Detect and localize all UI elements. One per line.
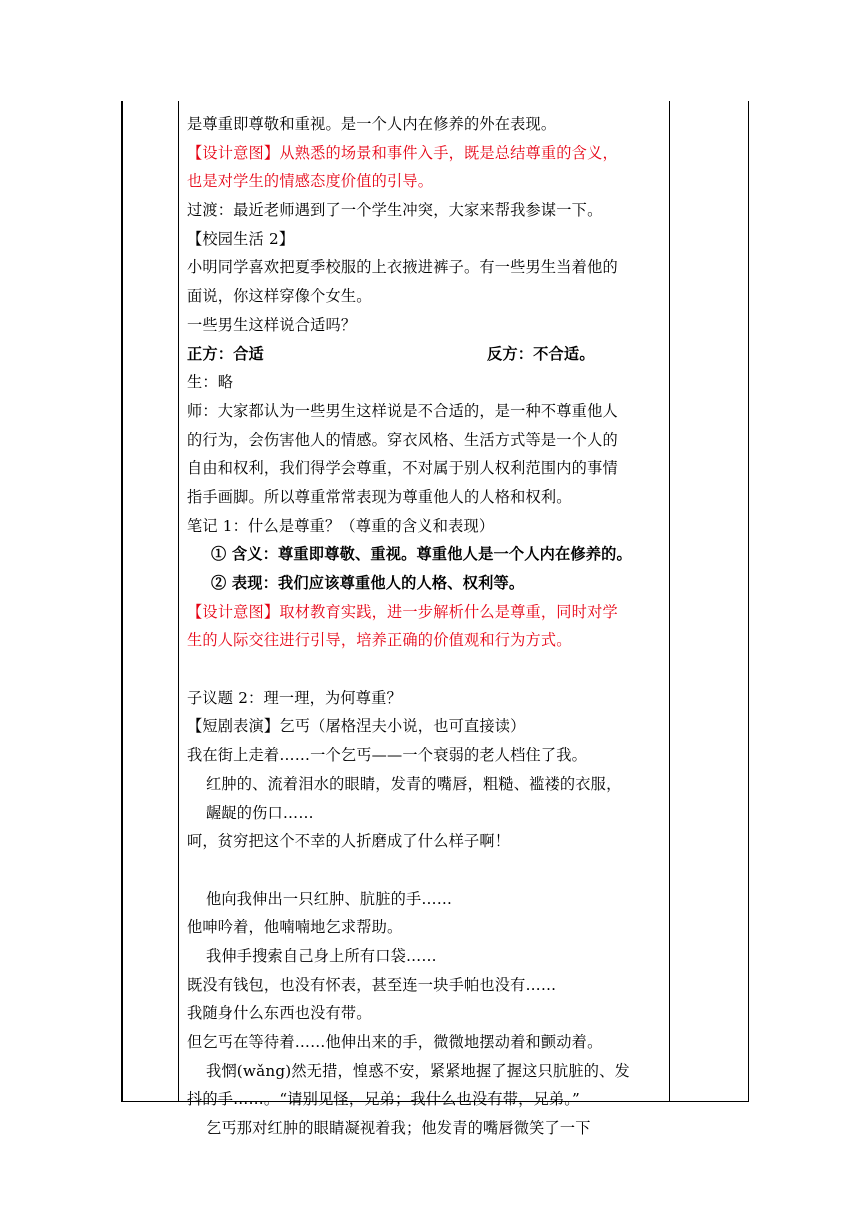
lesson-content-cell [187,110,667,1143]
design-intent-line: 【设计意图】取材教育实践，进一步解析什么是尊重，同时对学 [187,602,618,621]
text-line: 的行为，会伤害他人的情感。穿衣风格、生活方式等是一个人的 [187,430,618,449]
text-line: 【校园生活 2】 [187,229,295,248]
text-line: ① 含义：尊重即尊敬、重视。尊重他人是一个人内在修养的。 [211,545,632,564]
text-line: 既没有钱包，也没有怀表，甚至连一块手帕也没有…… [187,975,557,994]
blank-line [187,856,667,885]
discussion-block [187,368,667,1143]
text-line: 他向我伸出一只红肿、肮脏的手…… [206,889,453,908]
text-line: 子议题 2：理一理，为何尊重？ [187,688,402,707]
text-line: 红肿的、流着泪水的眼睛，发青的嘴唇，粗糙、褴褛的衣服， [206,774,622,793]
debate-row [187,340,667,369]
text-line: 但乞丐在等待着……他伸出来的手，微微地摆动着和颤动着。 [187,1033,603,1051]
text-line: 我伸手搜索自己身上所有口袋…… [206,946,437,965]
text-line: 笔记 1：什么是尊重？（尊重的含义和表现） [187,516,495,535]
design-intent-line: 【设计意图】从熟悉的场景和事件入手，既是总结尊重的含义， [187,143,618,162]
text-line: 是尊重即尊敬和重视。是一个人内在修养的外在表现。 [187,115,557,133]
text-line: 他呻吟着，他喃喃地乞求帮助。 [187,918,403,937]
text-line: 自由和权利，我们得学会尊重，不对属于别人权利范围内的事情 [187,459,618,478]
text-line: 一些男生这样说合适吗？ [187,315,357,334]
design-intent-line: 也是对学生的情感态度价值的引导。 [187,172,434,191]
blank-line [187,655,667,684]
debate-pro: 正方：合适 [187,344,264,363]
design-intent-line: 生的人际交往进行引导，培养正确的价值观和行为方式。 [187,631,572,650]
text-line: 乞丐那对红肿的眼睛凝视着我；他发青的嘴唇微笑了一下 [206,1119,591,1138]
text-line: ② 表现：我们应该尊重他人的人格、权利等。 [211,574,525,592]
text-line: 抖的手……。“请别见怪，兄弟；我什么也没有带，兄弟。” [187,1090,581,1109]
table-column-divider-left [178,101,179,1102]
text-line: 小明同学喜欢把夏季校服的上衣掖进裤子。有一些男生当着他的 [187,258,618,277]
text-line: 指手画脚。所以尊重常常表现为尊重他人的人格和权利。 [187,487,572,506]
debate-con: 反方：不合适。 [487,344,595,363]
text-line: 生：略 [187,373,234,392]
text-line: 我惘(wǎng)然无措，惶惑不安，紧紧地握了握这只肮脏的、发 [206,1061,630,1080]
table-column-divider-right [669,101,670,1102]
text-line: 师：大家都认为一些男生这样说是不合适的，是一种不尊重他人 [187,401,618,420]
text-line: 我随身什么东西也没有带。 [187,1004,372,1023]
text-line: 面说，你这样穿像个女生。 [187,287,372,306]
text-line: 龌龊的伤口…… [206,803,314,822]
text-line: 呵，贫穷把这个不幸的人折磨成了什么样子啊！ [187,832,511,851]
text-line: 过渡：最近老师遇到了一个学生冲突，大家来帮我参谋一下。 [187,201,603,220]
text-line: 【短剧表演】乞丐（屠格涅夫小说，也可直接读） [187,717,526,736]
intro-block [187,110,667,340]
text-line: 我在街上走着……一个乞丐——一个衰弱的老人档住了我。 [187,746,588,765]
